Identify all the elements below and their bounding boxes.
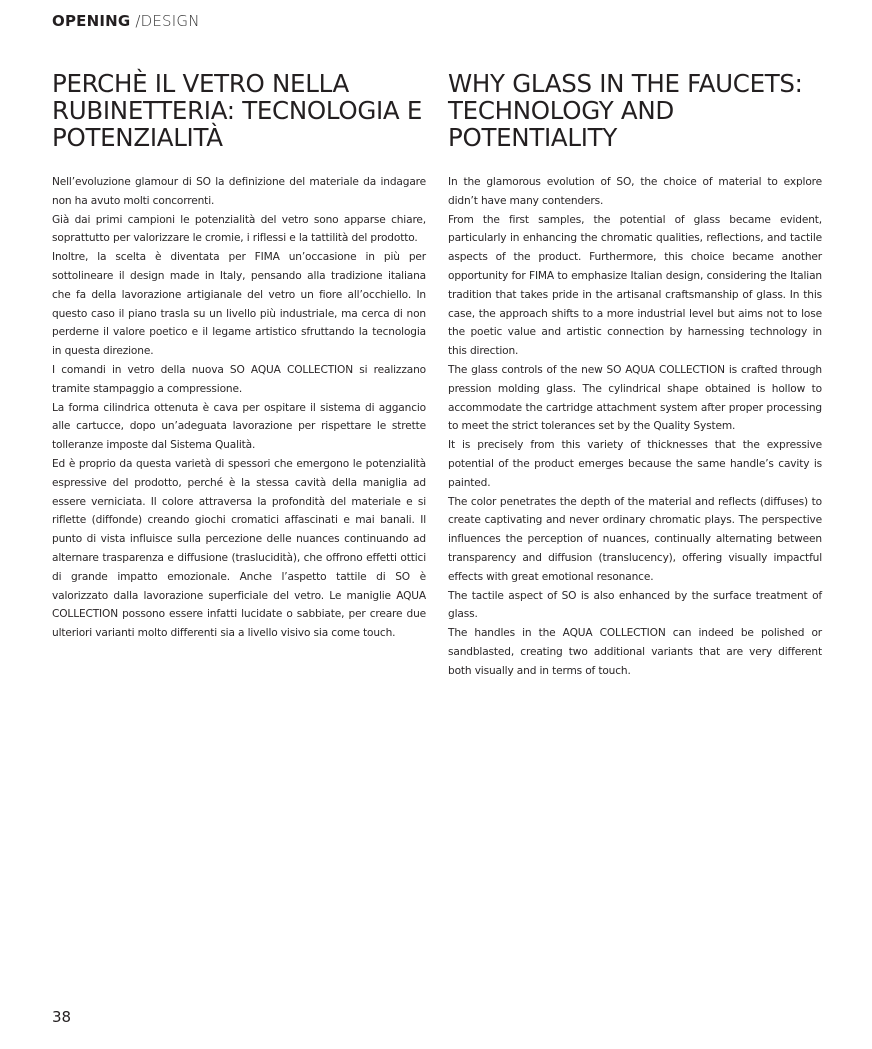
page-number: 38 <box>52 1008 72 1026</box>
paragraph: From the first samples, the potential of glass became evident, particularly in enhancing the chromatic qualities, reflections, and tactile aspects of the product. Furthermore, this choice became another opportunity for FIMA to emphasize Italian design, considering the Italian tradition that takes pride in the artisanal craftsmanship of glass. In this case, the approach shifts to a more industrial level but aims not to lose the poetic value and artistic connection by harnessing technology in this direction. <box>448 213 822 358</box>
paragraph: I comandi in vetro della nuova SO AQUA COLLECTION si realizzano tramite stampaggio a compressione. <box>52 363 426 395</box>
paragraph: Già dai primi campioni le potenzialità del vetro sono apparse chiare, soprattutto per valorizzare le cromie, i riflessi e la tattilità del prodotto. <box>52 213 426 245</box>
paragraph: The handles in the AQUA COLLECTION can indeed be polished or sandblasted, creating two additional variants that are very different both visually and in terms of touch. <box>448 627 822 677</box>
paragraph: La forma cilindrica ottenuta è cava per ospitare il sistema di aggancio alle cartucce, dopo un’adeguata lavorazione per rispettare le strette tolleranze imposte dal Sistema Qualità. <box>52 401 426 452</box>
italian-column <box>52 70 426 643</box>
italian-body <box>52 173 426 643</box>
paragraph: The glass controls of the new SO AQUA COLLECTION is crafted through pression molding glass. The cylindrical shape obtained is hollow to accommodate the cartridge attachment system after proper processing to meet the strict tolerances set by the Quality System. <box>448 363 822 433</box>
italian-title: PERCHÈ IL VETRO NELLA RUBINETTERIA: TECNOLOGIA E POTENZIALITÀ <box>52 69 423 152</box>
subsection-label: /DESIGN <box>135 12 200 30</box>
section-header <box>52 12 200 30</box>
english-title: WHY GLASS IN THE FAUCETS: TECHNOLOGY AND POTENTIALITY <box>448 69 803 152</box>
section-label: OPENING <box>52 12 131 30</box>
paragraph: Nell’evoluzione glamour di SO la definizione del materiale da indagare non ha avuto molti concorrenti. <box>52 176 426 207</box>
english-column <box>448 70 822 681</box>
paragraph: Inoltre, la scelta è diventata per FIMA un’occasione in più per sottolineare il design made in Italy, pensando alla tradizione italiana che fa della lavorazione artigianale del vetro un fiore all’occhiello. In questo caso il piano trasla su un livello più industriale, ma cerca di non perderne il valore poetico e il legame artistico sfruttando la tecnologia in questa direzione. <box>52 251 426 358</box>
paragraph: The tactile aspect of SO is also enhanced by the surface treatment of glass. <box>448 589 822 621</box>
english-body <box>448 173 822 681</box>
paragraph: In the glamorous evolution of SO, the choice of material to explore didn’t have many contenders. <box>448 176 822 207</box>
paragraph: Ed è proprio da questa varietà di spessori che emergono le potenzialità espressive del prodotto, perché è la stessa cavità della maniglia ad essere verniciata. Il colore attraversa la profondità del materiale e si riflette (diffonde) creando giochi cromatici affascinati e mai banali. Il punto di vista influisce sulla percezione delle nuances continuando ad alternare trasparenza e diffusione (traslucidità), che offrono effetti ottici di grande impatto emozionale. Anche l’aspetto tattile di SO è valorizzato dalla lavorazione superficiale del vetro. Le maniglie AQUA COLLECTION possono essere infatti lucidate o sabbiate, per creare due ulteriori varianti molto differenti sia a livello visivo sia come touch. <box>52 457 426 640</box>
paragraph: It is precisely from this variety of thicknesses that the expressive potential of the product emerges because the same handle’s cavity is painted. <box>448 439 822 489</box>
paragraph: The color penetrates the depth of the material and reflects (diffuses) to create captivating and never ordinary chromatic plays. The perspective influences the perception of nuances, continually alternating between transparency and diffusion (translucency), offering visually impactful effects with great emotional resonance. <box>448 495 822 583</box>
